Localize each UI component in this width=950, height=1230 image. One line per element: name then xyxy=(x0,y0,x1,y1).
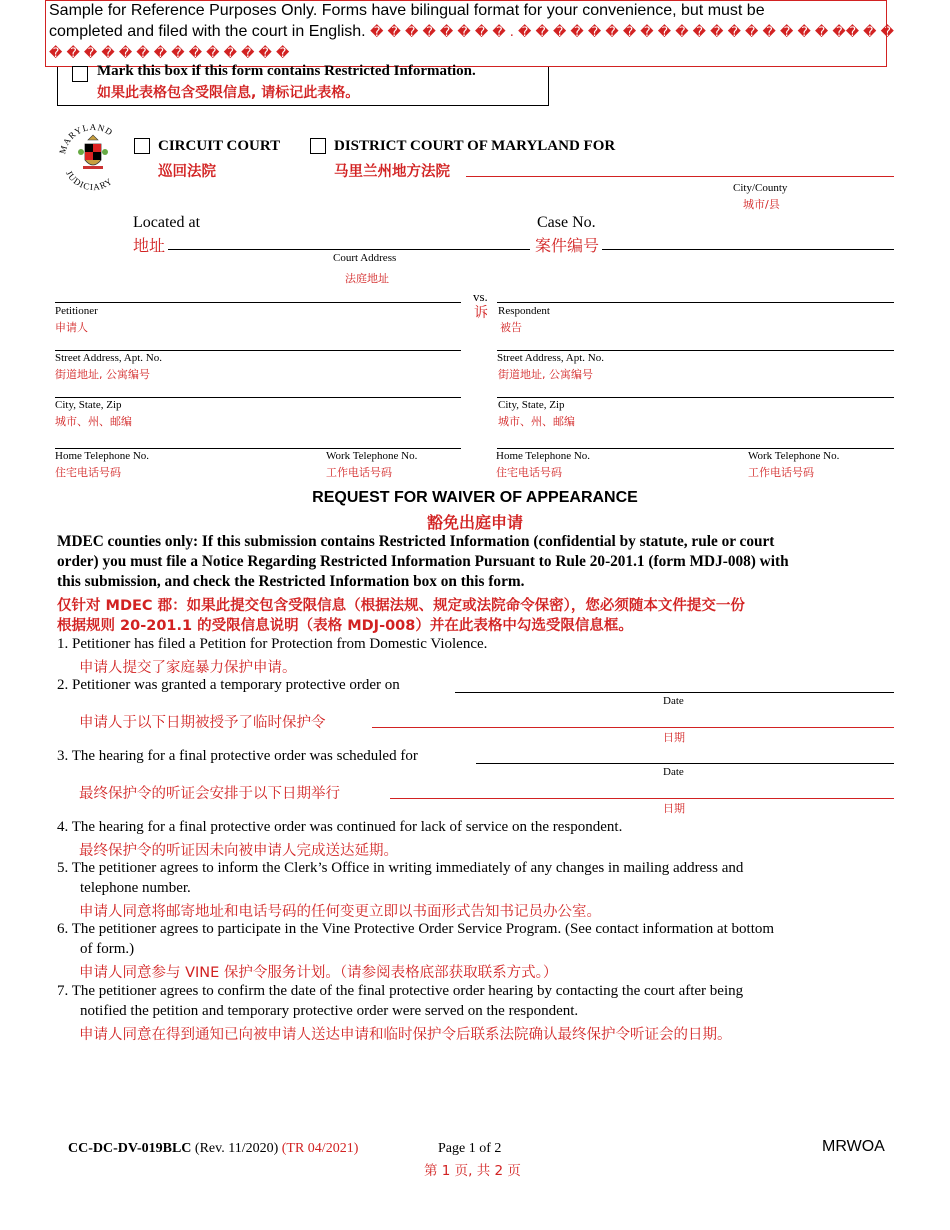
respondent-city-caption-zh: 城市、州、邮编 xyxy=(498,415,575,428)
seal-bottom-text: JUDICIARY xyxy=(64,168,115,193)
petitioner-street-caption: Street Address, Apt. No. xyxy=(55,352,162,364)
restricted-info-section xyxy=(57,63,549,106)
petitioner-home-tel-caption-zh: 住宅电话号码 xyxy=(55,466,121,479)
hearing-date-field-zh[interactable] xyxy=(390,798,894,799)
city-county-field[interactable] xyxy=(466,176,894,177)
circuit-court-label-zh: 巡回法院 xyxy=(158,164,216,180)
respondent-work-tel-caption: Work Telephone No. xyxy=(748,450,840,462)
page-number: Page 1 of 2 xyxy=(438,1141,502,1156)
date-caption-2-zh: 日期 xyxy=(663,802,685,815)
mdec-notice-zh-1: 仅针对 MDEC 郡：如果此提交包含受限信息（根据法规、规定或法院命令保密），您必须随本文件提交一份 xyxy=(57,598,745,614)
item-5-line-2: telephone number. xyxy=(80,880,191,896)
item-3: 3. The hearing for a final protective order was scheduled for xyxy=(57,748,418,764)
city-county-caption-zh: 城市/县 xyxy=(743,198,780,211)
item-6-line-1: 6. The petitioner agrees to participate in the Vine Protective Order Service Program. (See contact information at bottom xyxy=(57,921,775,937)
city-county-caption: City/County xyxy=(733,182,788,194)
respondent-city-field[interactable] xyxy=(497,397,894,398)
district-court-label: DISTRICT COURT OF MARYLAND FOR xyxy=(334,138,616,154)
respondent-street-caption: Street Address, Apt. No. xyxy=(497,352,604,364)
petitioner-phone-field[interactable] xyxy=(55,448,461,449)
item-6-zh: 申请人同意参与 VINE 保护令服务计划。（请参阅表格底部获取联系方式。） xyxy=(79,965,558,981)
respondent-field[interactable] xyxy=(497,302,894,303)
petitioner-work-tel-caption: Work Telephone No. xyxy=(326,450,418,462)
petitioner-home-tel-caption: Home Telephone No. xyxy=(55,450,150,462)
respondent-city-caption: City, State, Zip xyxy=(498,399,565,411)
petitioner-city-field[interactable] xyxy=(55,397,461,398)
restricted-info-checkbox[interactable] xyxy=(72,66,88,82)
banner-line-2-zh: � � � � � � � � . � � � � � � � � � � � � � � � � � � �� � � xyxy=(370,25,894,40)
item-4: 4. The hearing for a final protective order was continued for lack of service on the respondent. xyxy=(57,819,623,835)
court-address-caption-zh: 法庭地址 xyxy=(345,272,389,285)
page-number-zh: 第 1 页, 共 2 页 xyxy=(424,1163,521,1179)
respondent-street-caption-zh: 街道地址, 公寓编号 xyxy=(498,368,593,381)
seal-top-text: MARYLAND xyxy=(57,121,116,155)
mdec-notice-zh-2: 根据规则 20-201.1 的受限信息说明（表格 MDJ-008）并在此表格中勾选受限信息框。 xyxy=(57,618,633,634)
form-revision: (Rev. 11/2020) xyxy=(194,1141,279,1156)
court-address-field[interactable] xyxy=(168,249,530,250)
district-court-label-zh: 马里兰州地方法院 xyxy=(334,164,450,180)
item-7-line-1: 7. The petitioner agrees to confirm the date of the final protective order hearing by contacting the court after being xyxy=(57,983,744,999)
case-no-label-zh: 案件编号 xyxy=(535,236,600,255)
petitioner-caption-zh: 申请人 xyxy=(55,321,88,334)
item-7-line-2: notified the petition and temporary protective order were served on the respondent. xyxy=(80,1003,579,1019)
item-2: 2. Petitioner was granted a temporary protective order on xyxy=(57,677,400,693)
respondent-work-tel-caption-zh: 工作电话号码 xyxy=(748,466,814,479)
located-at-label: Located at xyxy=(133,214,201,231)
item-5-zh: 申请人同意将邮寄地址和电话号码的任何变更立即以书面形式告知书记员办公室。 xyxy=(79,904,601,920)
maryland-judiciary-seal xyxy=(55,116,131,196)
petitioner-field[interactable] xyxy=(55,302,461,303)
respondent-street-field[interactable] xyxy=(497,350,894,351)
case-no-label: Case No. xyxy=(537,214,596,231)
respondent-caption-zh: 被告 xyxy=(500,321,522,334)
petitioner-street-field[interactable] xyxy=(55,350,461,351)
banner-line-2-en: completed and filed with the court in English. xyxy=(49,23,366,40)
respondent-home-tel-caption-zh: 住宅电话号码 xyxy=(496,466,562,479)
form-title: REQUEST FOR WAIVER OF APPEARANCE xyxy=(312,489,638,506)
petitioner-caption: Petitioner xyxy=(55,305,98,317)
item-4-zh: 最终保护令的听证因未向被申请人完成送达延期。 xyxy=(79,843,398,859)
date-caption-2: Date xyxy=(663,766,684,778)
seal-crest-icon xyxy=(78,135,108,169)
restricted-info-label-zh: 如果此表格包含受限信息, 请标记此表格。 xyxy=(97,85,360,101)
item-3-zh: 最终保护令的听证会安排于以下日期举行 xyxy=(79,786,340,802)
circuit-court-checkbox[interactable] xyxy=(134,138,150,154)
form-id xyxy=(68,1141,358,1157)
banner-line-1: Sample for Reference Purposes Only. Forms have bilingual format for your convenience, but must be xyxy=(49,2,765,19)
case-no-field[interactable] xyxy=(602,249,894,250)
form-id-code: CC-DC-DV-019BLC xyxy=(68,1141,192,1156)
date-caption-1: Date xyxy=(663,695,684,707)
form-code: MRWOA xyxy=(822,1138,885,1155)
form-title-zh: 豁免出庭申请 xyxy=(426,513,523,532)
temporary-order-date-field-zh[interactable] xyxy=(372,727,894,728)
mdec-notice-line-3: this submission, and check the Restricted Information box on this form. xyxy=(57,573,525,590)
item-1: 1. Petitioner has filed a Petition for Protection from Domestic Violence. xyxy=(57,636,488,652)
petitioner-city-caption: City, State, Zip xyxy=(55,399,122,411)
banner-line-2 xyxy=(49,23,894,41)
circuit-court-label: CIRCUIT COURT xyxy=(158,138,281,154)
item-7-zh: 申请人同意在得到通知已向被申请人送达申请和临时保护令后联系法院确认最终保护令听证会的日期。 xyxy=(79,1027,732,1043)
restricted-info-label: Mark this box if this form contains Restricted Information. xyxy=(97,63,476,79)
mdec-notice-line-1: MDEC counties only: If this submission contains Restricted Information (confidential by statute, rule or court xyxy=(57,533,775,550)
district-court-checkbox[interactable] xyxy=(310,138,326,154)
vs-label: vs. xyxy=(473,289,488,304)
date-caption-1-zh: 日期 xyxy=(663,731,685,744)
item-6-line-2: of form.) xyxy=(80,941,135,957)
mdec-notice-line-2: order) you must file a Notice Regarding Restricted Information Pursuant to Rule 20-201.1 (form MDJ-008) with xyxy=(57,553,789,570)
item-2-zh: 申请人于以下日期被授予了临时保护令 xyxy=(79,715,326,731)
sample-banner xyxy=(45,0,894,67)
respondent-home-tel-caption: Home Telephone No. xyxy=(496,450,591,462)
respondent-caption: Respondent xyxy=(498,305,550,317)
petitioner-work-tel-caption-zh: 工作电话号码 xyxy=(326,466,392,479)
form-translation-revision: (TR 04/2021) xyxy=(281,1141,359,1156)
petitioner-street-caption-zh: 街道地址, 公寓编号 xyxy=(55,368,150,381)
respondent-phone-field[interactable] xyxy=(497,448,894,449)
petitioner-city-caption-zh: 城市、州、邮编 xyxy=(55,415,132,428)
banner-line-3: � � � � � � � � � � � � � � xyxy=(49,46,290,61)
item-5-line-1: 5. The petitioner agrees to inform the Clerk’s Office in writing immediately of any changes in mailing address and xyxy=(57,860,744,876)
hearing-date-field[interactable] xyxy=(476,763,894,764)
item-1-zh: 申请人提交了家庭暴力保护申请。 xyxy=(79,660,297,676)
court-address-caption: Court Address xyxy=(333,252,397,264)
temporary-order-date-field[interactable] xyxy=(455,692,894,693)
located-at-label-zh: 地址 xyxy=(133,236,166,255)
vs-label-zh: 诉 xyxy=(474,305,488,321)
